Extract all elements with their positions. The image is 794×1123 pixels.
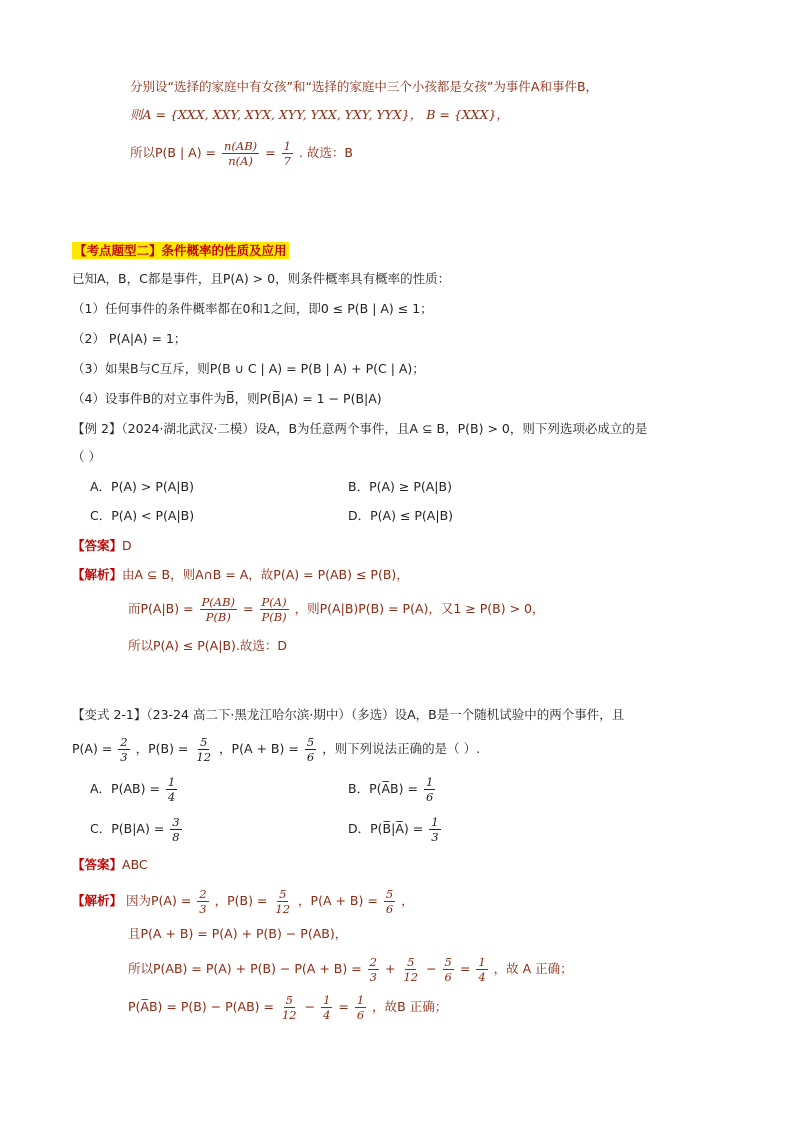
fraction-denominator: 6 [425, 790, 434, 804]
ex2-answer [72, 537, 132, 555]
variant-2-1-question: 【变式 2-1】（23-24 高二下·黑龙江哈尔滨·期中）（多选）设A，B是一个随机试验中的两个事件，且 [72, 707, 625, 722]
var-solution-line-2: 且P(A + B) = P(A) + P(B) − P(AB)， [128, 926, 348, 941]
fraction-denominator: P(B) [261, 610, 287, 624]
fraction [197, 887, 208, 916]
solution-text: 而P(A|B) = [128, 601, 194, 616]
property-4: （4）设事件B的对立事件为B̅，则P(B̅|A) = 1 − P(B|A) [72, 391, 382, 406]
fraction-denominator: P(B) [205, 610, 231, 624]
equals-sign: = [459, 961, 471, 976]
fraction-numerator: 2 [369, 955, 377, 969]
fraction [429, 815, 440, 844]
fraction-denominator: 6 [306, 750, 315, 764]
property-2: （2） P(A|A) = 1； [72, 331, 187, 346]
intro-line-3 [130, 136, 353, 170]
fraction-denominator: 3 [431, 830, 439, 844]
fraction [200, 595, 237, 624]
var-option-a [90, 772, 179, 806]
fraction-denominator: 3 [369, 970, 377, 984]
fraction [476, 955, 487, 984]
fraction [118, 735, 129, 764]
minus-sign: − [304, 999, 316, 1014]
section-intro: 已知A，B，C都是事件，且P(A) > 0，则条件概率具有概率的性质： [72, 271, 451, 286]
plus-sign: + [384, 961, 396, 976]
fraction [170, 815, 181, 844]
fraction-numerator: 5 [200, 735, 208, 749]
ex2-solution-line-3: 所以P(A) ≤ P(A|B).故选：D [128, 638, 287, 653]
example-2-question: 【例 2】（2024·湖北武汉·二模）设A，B为任意两个事件，且A ⊆ B，P(B) > 0，则下列选项必成立的是 [72, 421, 648, 436]
option-label: C．P(B|A) = [90, 821, 165, 836]
var-option-b [348, 772, 437, 806]
fraction [443, 955, 454, 984]
solution-text: 因为P(A) = [126, 893, 192, 908]
fraction-numerator: 5 [285, 993, 293, 1007]
fraction [273, 887, 292, 916]
fraction-denominator: 6 [385, 902, 394, 916]
intro-conclusion: . 故选：B [298, 145, 353, 160]
fraction-denominator: 7 [283, 154, 291, 168]
ex2-option-c: C．P(A) < P(A|B) [90, 508, 195, 523]
fraction-denominator: 4 [323, 1008, 331, 1022]
fraction-numerator: 5 [279, 887, 287, 901]
intro-fraction [222, 139, 259, 168]
var-solution-line-1 [72, 884, 414, 918]
fraction [384, 887, 395, 916]
minus-sign: − [426, 961, 437, 976]
solution-text: ，则P(A|B)P(B) = P(A)，又1 ≥ P(B) > 0， [294, 601, 545, 616]
solution-tag: 【解析】 [72, 567, 123, 582]
solution-text: 所以P(AB) = P(A) + P(B) − P(A + B) = [128, 961, 362, 976]
fraction [424, 775, 435, 804]
fraction [259, 595, 288, 624]
fraction-numerator: 1 [425, 775, 434, 789]
fraction-denominator: 3 [199, 902, 207, 916]
intro-result-fraction [282, 139, 293, 168]
intro-set-expression: 则A = {XXX, XXY, XYX, XYY, YXX, YXY, YYX}， B = {XXX}， [130, 107, 509, 122]
fraction-numerator: 5 [444, 955, 452, 969]
fraction-numerator: 1 [283, 139, 291, 153]
answer-value: D [122, 538, 132, 553]
fraction-denominator: 3 [120, 750, 128, 764]
section-title-text: 【考点题型二】条件概率的性质及应用 [74, 243, 287, 258]
answer-paren: （ ） [72, 449, 101, 464]
property-1: （1）任何事件的条件概率都在0和1之间，即0 ≤ P(B | A) ≤ 1； [72, 301, 433, 316]
equals-sign: = [338, 999, 349, 1014]
solution-text: ， [401, 893, 414, 908]
solution-text: ，P(B) = [214, 893, 268, 908]
fraction-denominator: 8 [172, 830, 180, 844]
property-3: （3）如果B与C互斥，则P(B ∪ C | A) = P(B | A) + P(C | A)； [72, 361, 425, 376]
section-title [72, 242, 289, 260]
solution-text: ，P(A + B) = [298, 893, 378, 908]
var-option-c [90, 812, 184, 846]
solution-text: 由A ⊆ B，则A∩B = A，故P(A) = P(AB) ≤ P(B)， [122, 567, 409, 582]
fraction-denominator: 12 [281, 1008, 297, 1022]
fraction-numerator: 1 [478, 955, 486, 969]
intro-prob-label: 所以P(B | A) = [130, 145, 217, 160]
var-option-d [348, 812, 443, 846]
var-solution-line-4 [128, 990, 447, 1024]
fraction [280, 993, 299, 1022]
fraction-denominator: 12 [275, 902, 291, 916]
equals-sign: = [265, 145, 276, 160]
var-solution-line-3 [128, 952, 573, 986]
fraction-denominator: 4 [478, 970, 486, 984]
fraction-numerator: 5 [407, 955, 415, 969]
variant-conditions [72, 732, 480, 766]
equals-sign: = [243, 601, 254, 616]
intro-line-1: 分别设“选择的家庭中有女孩”和“选择的家庭中三个小孩都是女孩”为事件A和事件B， [130, 79, 599, 94]
solution-tag: 【解析】 [72, 893, 123, 908]
ex2-option-a: A．P(A) > P(A|B) [90, 479, 194, 494]
fraction-numerator: 5 [385, 887, 394, 901]
fraction-numerator: n(AB) [224, 139, 258, 153]
answer-tag: 【答案】 [72, 857, 123, 872]
fraction-denominator: 12 [196, 750, 212, 764]
intro-line-2 [130, 106, 509, 124]
fraction-numerator: P(A) [261, 595, 287, 609]
solution-text: ，故B 正确； [372, 999, 448, 1014]
fraction-denominator: 4 [167, 790, 176, 804]
fraction [166, 775, 177, 804]
fraction-numerator: 1 [431, 815, 439, 829]
ex2-solution-line-1 [72, 566, 409, 584]
condition-text: ，P(B) = [135, 741, 189, 756]
fraction [305, 735, 316, 764]
fraction [368, 955, 379, 984]
solution-text: P(A̅B) = P(B) − P(AB) = [128, 999, 274, 1014]
fraction-denominator: n(A) [228, 154, 253, 168]
fraction [355, 993, 366, 1022]
fraction [194, 735, 213, 764]
fraction-numerator: 1 [356, 993, 365, 1007]
option-label: B．P(A̅B) = [348, 781, 418, 796]
fraction-numerator: 3 [172, 815, 180, 829]
option-label: A．P(AB) = [90, 781, 160, 796]
condition-text: ，则下列说法正确的是（ ）. [322, 741, 481, 756]
ex2-option-b: B．P(A) ≥ P(A|B) [348, 479, 452, 494]
fraction-denominator: 6 [356, 1008, 365, 1022]
fraction-numerator: 2 [120, 735, 128, 749]
var-answer [72, 856, 148, 874]
fraction-denominator: 12 [403, 970, 419, 984]
fraction-numerator: P(AB) [201, 595, 236, 609]
fraction-numerator: 5 [306, 735, 315, 749]
fraction-denominator: 6 [444, 970, 452, 984]
ex2-option-d: D．P(A) ≤ P(A|B) [348, 508, 454, 523]
solution-text: ，故 A 正确； [493, 961, 573, 976]
fraction-numerator: 2 [199, 887, 207, 901]
answer-tag: 【答案】 [72, 538, 123, 553]
option-label: D．P(B̅|A̅) = [348, 821, 424, 836]
ex2-solution-line-2 [128, 592, 545, 626]
fraction-numerator: 1 [323, 993, 331, 1007]
condition-text: ，P(A + B) = [219, 741, 299, 756]
fraction-numerator: 1 [167, 775, 176, 789]
condition-text: P(A) = [72, 741, 113, 756]
fraction [401, 955, 420, 984]
fraction [321, 993, 332, 1022]
answer-value: ABC [122, 857, 148, 872]
